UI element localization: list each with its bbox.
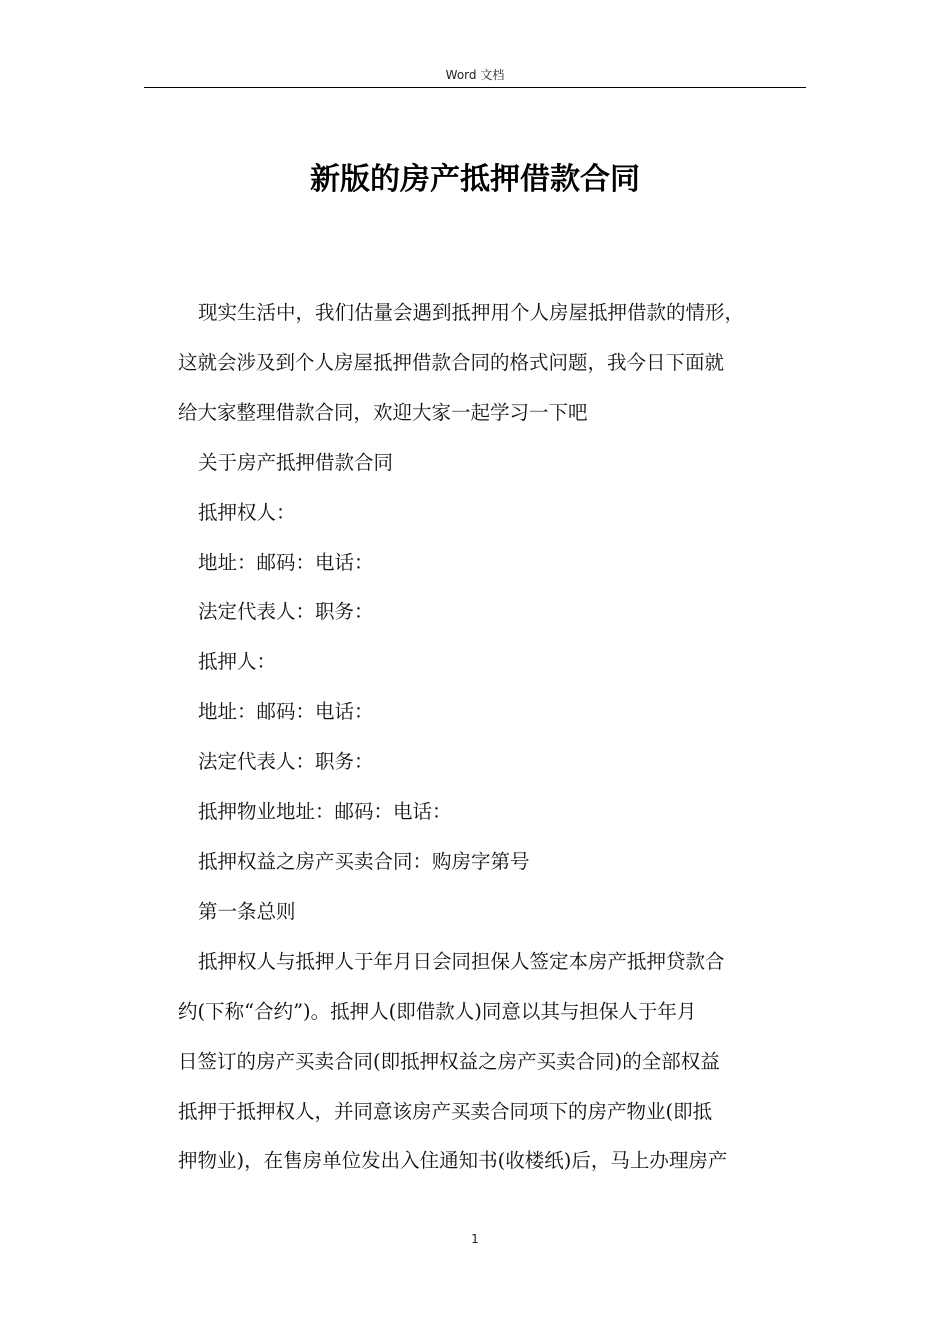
body-line-18: 押物业)，在售房单位发出入住通知书(收楼纸)后，马上办理房产 <box>178 1149 728 1173</box>
body-line-17: 抵押于抵押权人，并同意该房产买卖合同项下的房产物业(即抵 <box>178 1099 713 1123</box>
body-line-5: 抵押权人： <box>198 500 296 524</box>
body-line-11: 抵押物业地址：邮码：电话： <box>198 800 452 824</box>
body-line-1: 现实生活中，我们估量会遇到抵押用个人房屋抵押借款的情形， <box>198 301 745 324</box>
document-body <box>178 288 814 1186</box>
body-line-4: 关于房产抵押借款合同 <box>198 450 394 474</box>
body-line-9: 地址：邮码：电话： <box>198 700 374 724</box>
body-line-6: 地址：邮码：电话： <box>198 550 374 574</box>
document-title: 新版的房产抵押借款合同 <box>310 162 640 197</box>
body-line-2: 这就会涉及到个人房屋抵押借款合同的格式问题，我今日下面就 <box>178 350 725 374</box>
body-line-12: 抵押权益之房产买卖合同：购房字第号 <box>198 849 530 873</box>
body-line-8: 抵押人： <box>198 650 277 674</box>
page-number: 1 <box>471 1232 479 1246</box>
body-line-7: 法定代表人：职务： <box>198 600 374 624</box>
body-line-16: 日签订的房产买卖合同(即抵押权益之房产买卖合同)的全部权益 <box>178 1049 720 1073</box>
body-line-3: 给大家整理借款合同，欢迎大家一起学习一下吧 <box>178 400 588 424</box>
body-line-15: 约(下称“合约”)。抵押人(即借款人)同意以其与担保人于年月 <box>178 999 697 1023</box>
body-line-10: 法定代表人：职务： <box>198 750 374 774</box>
body-line-13: 第一条总则 <box>198 899 296 923</box>
page-header: Word 文档 <box>445 68 505 82</box>
header-divider <box>144 87 806 88</box>
body-line-14: 抵押权人与抵押人于年月日会同担保人签定本房产抵押贷款合 <box>198 949 725 973</box>
